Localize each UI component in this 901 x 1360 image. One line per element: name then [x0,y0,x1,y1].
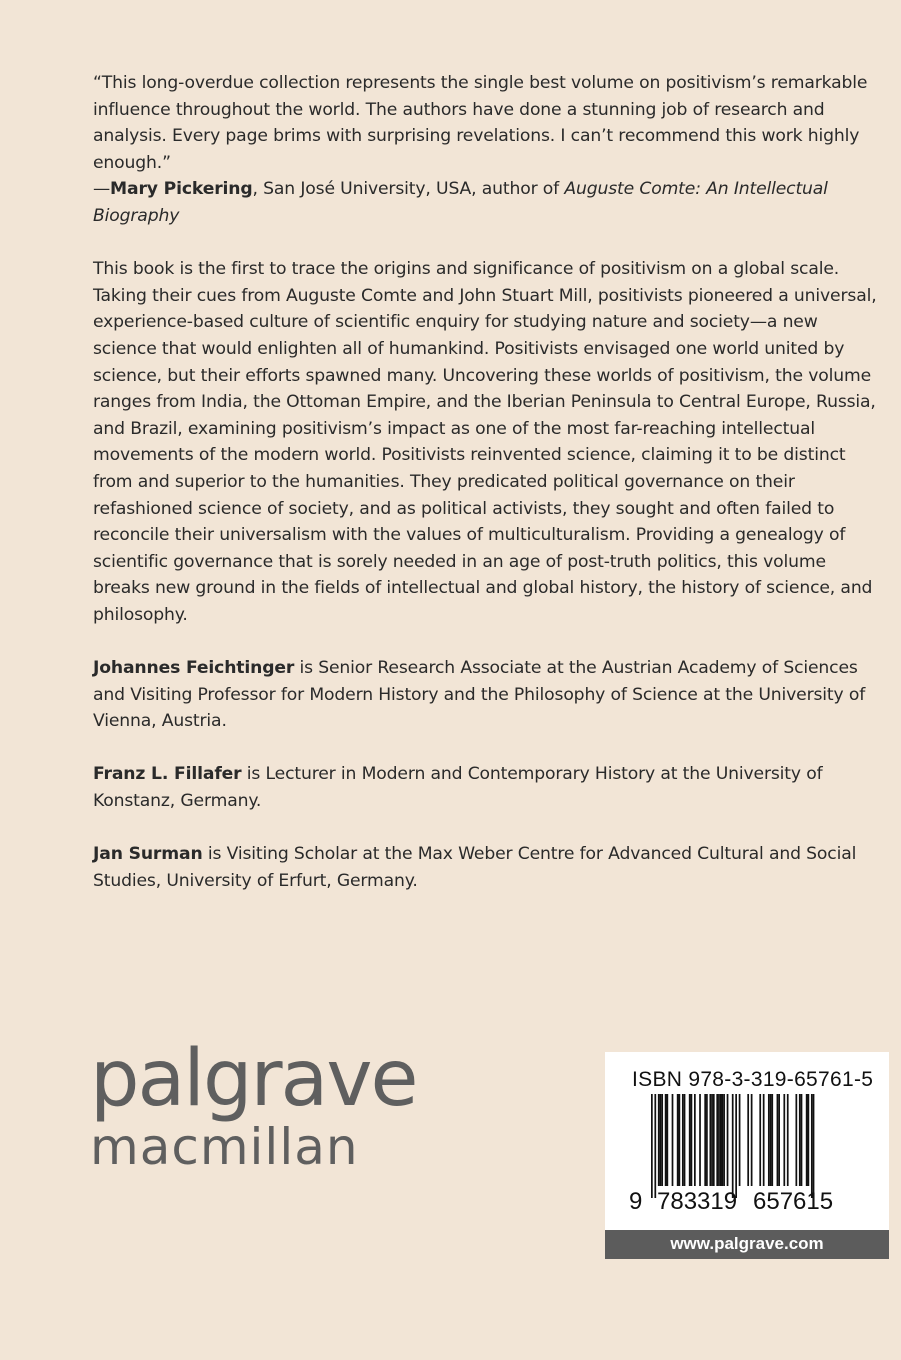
barcode-digits-right: 657615 [753,1188,834,1215]
editor-name: Johannes Feichtinger [93,658,295,679]
publisher-logo-line2: macmillan [90,1118,359,1176]
barcode-bar [813,1094,815,1198]
barcode-bar [677,1094,679,1186]
barcode-bar [699,1094,701,1186]
endorsement-author: Mary Pickering [110,179,253,200]
barcode-bar [679,1094,681,1186]
barcode-bar [783,1094,785,1186]
barcode-bar [654,1094,656,1198]
barcode-bar [684,1094,686,1186]
barcode-bar [747,1094,749,1186]
barcode-bar [704,1094,706,1186]
barcode-bar [735,1094,737,1198]
barcode-bar [682,1094,684,1186]
barcode-bar [720,1094,722,1186]
barcode-bar [706,1094,708,1186]
barcode-bar [651,1094,653,1198]
barcode-bar [689,1094,691,1186]
barcode-bar [795,1094,797,1186]
barcode-bar [661,1094,663,1186]
barcode-digit-first: 9 [629,1188,643,1215]
editor-bio [93,761,885,814]
isbn-label: ISBN 978-3-319-65761-5 [632,1068,874,1091]
endorsement [93,70,885,230]
barcode-bar [801,1094,803,1186]
barcode-bar [732,1094,734,1198]
endorsement-quote: “This long-overdue collection represents the single best volume on positivism’s remarkable influence throughout the world. The authors have done a stunning job of research and analysis. Every page brims with surprising revelations. I can’t recommend this work highly enough.” [93,73,868,173]
barcode-bar [727,1094,729,1186]
barcode-bar [694,1094,696,1186]
publisher-logo-line1: palgrave [90,1034,417,1124]
barcode-bar [709,1094,711,1186]
barcode-bar [778,1094,780,1186]
editor-name: Jan Surman [93,844,203,865]
barcode-bar [763,1094,765,1186]
barcode-digits-left: 783319 [657,1188,738,1215]
barcode-bar [770,1094,772,1186]
isbn-barcode [605,1052,889,1230]
barcode-bar [787,1094,789,1186]
barcode-bar [771,1094,773,1186]
editor-name: Franz L. Fillafer [93,764,242,785]
barcode-bar [811,1094,813,1198]
barcode-bar [665,1094,667,1186]
editor-bio [93,655,885,735]
barcode-bar [799,1094,801,1186]
barcode-bar [777,1094,779,1186]
barcode-bar [768,1094,770,1186]
barcode-bar [713,1094,715,1186]
book-description: This book is the first to trace the origins and significance of positivism on a global scale. Taking their cues from Auguste Comte and John Stuart Mill, positivists pioneered a universal, experience-based culture of scientific enquiry for studying nature and society—a new science that would enlighten all of humankind. Positivists envisaged one world united by science, but their efforts spawned many. Uncovering these worlds of positivism, the volume ranges from India, the Ottoman Empire, and the Iberian Peninsula to Central Europe, Russia, and Brazil, examining positivism’s impact as one of the most far-reaching intellectual movements of the modern world. Positivists reinvented science, claiming it to be distinct from and superior to the humanities. They predicated political governance on their refashioned science of society, and as political activists, they sought and often failed to reconcile their universalism with the values of multiculturalism. Providing a genealogy of scientific governance that is sorely needed in an age of post-truth politics, this volume breaks new ground in the fields of intellectual and global history, the history of science, and philosophy. [93,259,877,625]
barcode-bar [660,1094,662,1186]
back-cover-text [93,70,885,921]
editor-bio-text: is Lecturer in Modern and Contemporary History at the University of Konstanz, Germany. [93,764,823,812]
barcode-bar [718,1094,720,1186]
barcode-bar [722,1094,724,1186]
barcode-bar [739,1094,741,1186]
endorsement-book-title: Auguste Comte: An Intellectual Biography [93,179,828,226]
barcode-bar [723,1094,725,1186]
editor-bio-text: is Senior Research Associate at the Austrian Academy of Sciences and Visiting Professor for Modern History and the Philosophy of Science at the University of Vienna, Austria. [93,658,866,732]
endorsement-affiliation: , San José University, USA, author of [252,179,565,200]
barcode-bar [711,1094,713,1186]
publisher-logo [90,1034,417,1176]
editor-bio-text: is Visiting Scholar at the Max Weber Centre for Advanced Cultural and Social Studies, University of Erfurt, Germany. [93,844,857,891]
barcode-bar [666,1094,668,1186]
barcode-bar [751,1094,753,1186]
barcode-bar [691,1094,693,1186]
barcode-bar [716,1094,718,1186]
barcode-bar [808,1094,810,1186]
barcode-bar [806,1094,808,1186]
publisher-url: www.palgrave.com [605,1230,889,1259]
barcode-bar [759,1094,761,1186]
endorsement-dash: — [93,179,111,200]
barcode-bar [672,1094,674,1186]
barcode-bars [605,1052,889,1230]
editor-bio [93,841,885,894]
barcode-bar [658,1094,660,1186]
